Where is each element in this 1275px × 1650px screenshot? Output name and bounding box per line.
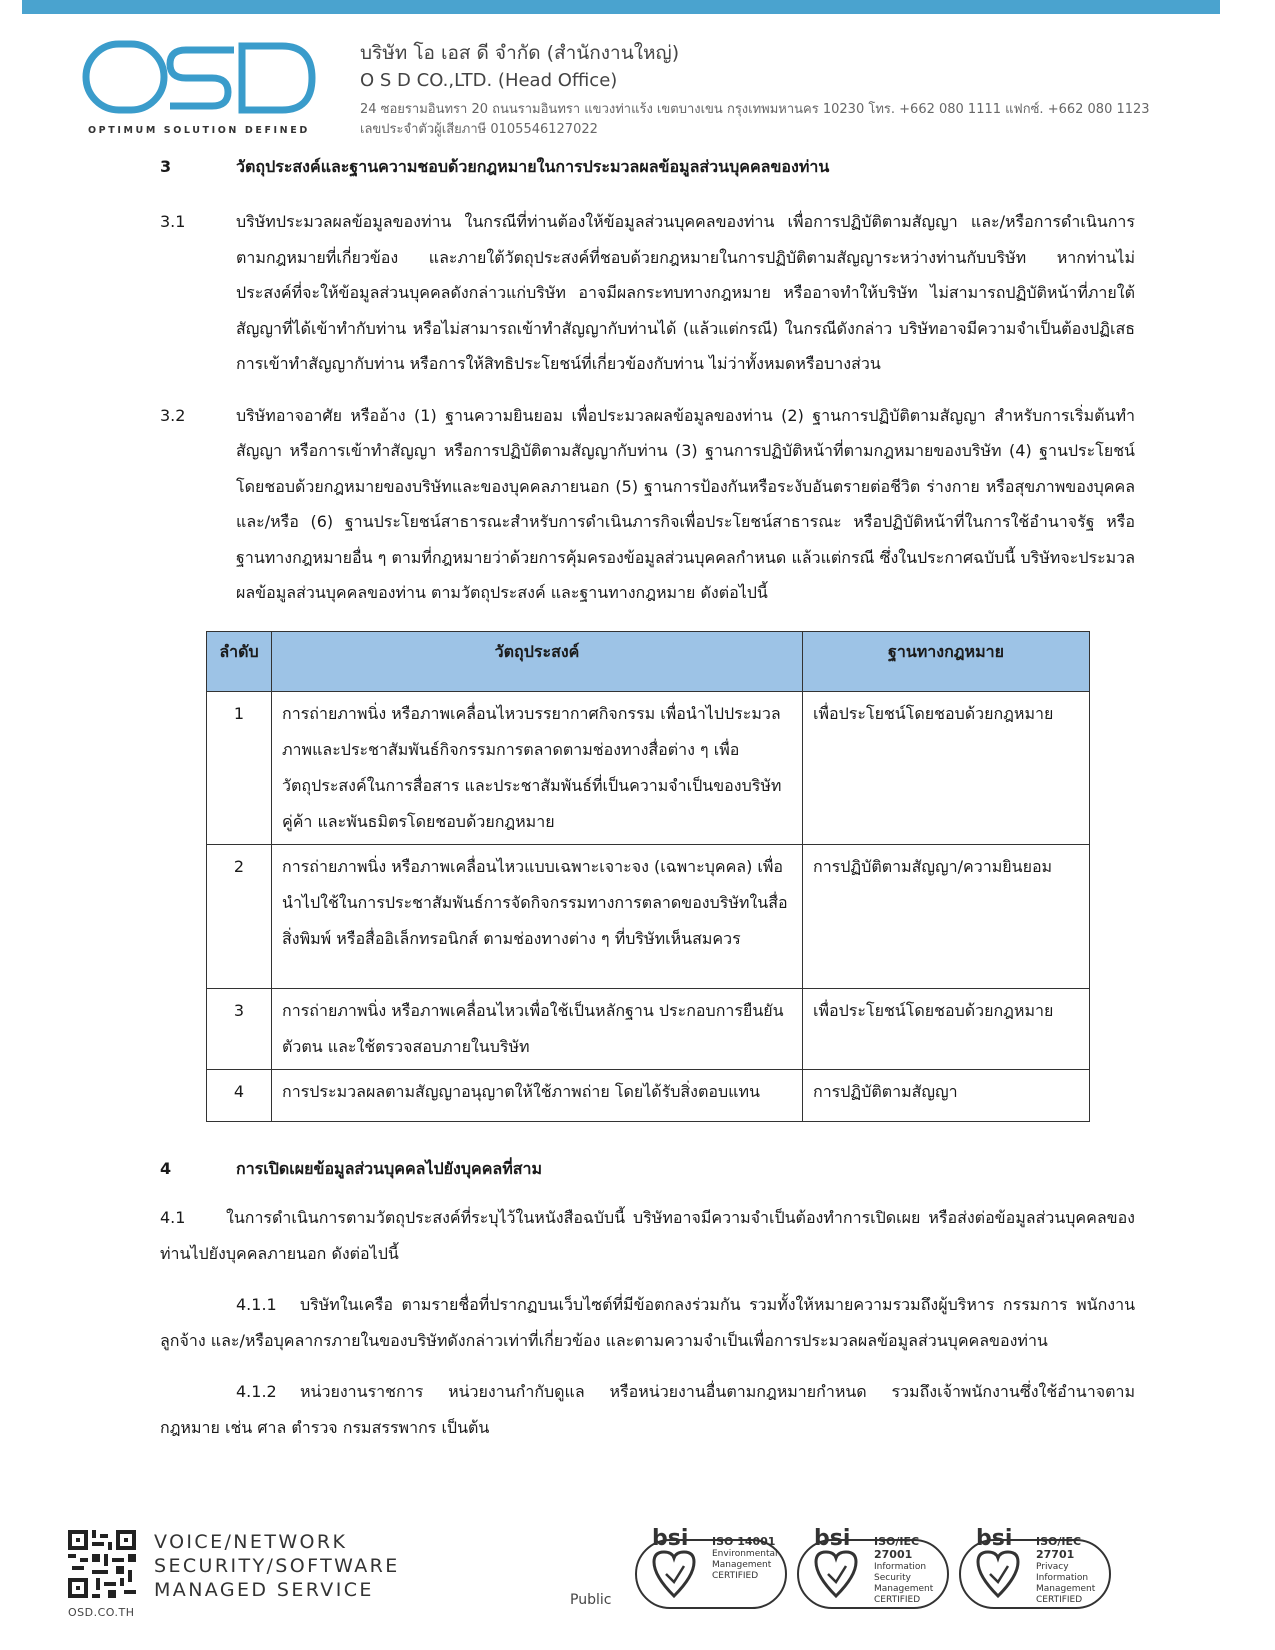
column-header: วัตถุประสงค์	[272, 632, 803, 692]
section-title: การเปิดเผยข้อมูลส่วนบุคคลไปยังบุคคลที่สาม	[236, 1159, 543, 1178]
paragraph-4-1-2	[160, 1374, 1135, 1445]
company-name-en: O S D CO.,LTD. (Head Office)	[360, 70, 618, 91]
row-number: 2	[207, 845, 272, 989]
section-3-heading	[160, 150, 1135, 184]
iso-14001-badge	[634, 1526, 794, 1610]
cert-brand: bsi	[976, 1526, 1013, 1551]
footer-website: OSD.CO.TH	[68, 1606, 135, 1619]
osd-logo	[82, 38, 318, 134]
row-legal-basis: การปฏิบัติตามสัญญา/ความยินยอม	[803, 845, 1090, 989]
paragraph-number: 4.1.2	[236, 1382, 277, 1401]
cert-brand: bsi	[814, 1526, 851, 1551]
cert-description: Privacy Information Management	[1036, 1562, 1096, 1594]
row-purpose: การประมวลผลตามสัญญาอนุญาตให้ใช้ภาพถ่าย โดยได้รับสิ่งตอบแทน	[272, 1070, 803, 1122]
row-legal-basis: เพื่อประโยชน์โดยชอบด้วยกฎหมาย	[803, 989, 1090, 1070]
cert-standard	[874, 1536, 950, 1606]
column-header: ลำดับ	[207, 632, 272, 692]
service-line: MANAGED SERVICE	[154, 1579, 374, 1601]
row-number: 1	[207, 692, 272, 845]
table-row	[207, 692, 1090, 845]
cert-description: Environmental Management	[712, 1549, 778, 1570]
section-number: 4	[160, 1159, 172, 1178]
paragraph-3-2	[160, 398, 1135, 611]
paragraph-text: บริษัทอาจอาศัย หรืออ้าง (1) ฐานความยินยอม เพื่อประมวลผลข้อมูลของท่าน (2) ฐานการปฏิบัติตามสัญญา สำหรับการเริ่มต้นทำสัญญา หรือการเข้าทำสัญญา หรือการปฏิบัติตามสัญญากับท่าน (3) ฐานการปฏิบัติหน้าที่ตามกฎหมายของบริษัท (4) ฐานประโยชน์โดยชอบด้วยกฎหมายของบริษัทและของบุคคลภายนอก (5) ฐานการป้องกันหรือระงับอันตรายต่อชีวิต ร่างกาย หรือสุขภาพของบุคคล และ/หรือ (6) ฐานประโยชน์สาธารณะสำหรับการดำเนินภารกิจเพื่อประโยชน์สาธารณะ หรือปฏิบัติหน้าที่ในการใช้อำนาจรัฐ หรือฐานทางกฎหมายอื่น ๆ ตามที่กฎหมายว่าด้วยการคุ้มครองข้อมูลส่วนบุคคลกำหนด แล้วแต่กรณี ซึ่งในประกาศฉบับนี้ บริษัทจะประมวลผลข้อมูลส่วนบุคคลของท่าน ตามวัตถุประสงค์ และฐานทางกฎหมาย ดังต่อไปนี้	[236, 405, 1135, 602]
cert-standard	[1036, 1536, 1112, 1606]
paragraph-number: 3.1	[160, 212, 186, 231]
paragraph-number: 3.2	[160, 405, 186, 425]
section-title: วัตถุประสงค์และฐานความชอบด้วยกฎหมายในการประมวลผลข้อมูลส่วนบุคคลของท่าน	[236, 157, 830, 176]
row-number: 3	[207, 989, 272, 1070]
paragraph-3-1	[160, 204, 1135, 382]
company-address: 24 ซอยรามอินทรา 20 ถนนรามอินทรา แขวงท่าแร้ง เขตบางเขน กรุงเทพมหานคร 10230 โทร. +662 080 1111 แฟกซ์. +662 080 1123	[360, 102, 1150, 117]
row-purpose: การถ่ายภาพนิ่ง หรือภาพเคลื่อนไหวเพื่อใช้เป็นหลักฐาน ประกอบการยืนยันตัวตน และใช้ตรวจสอบภายในบริษัท	[272, 989, 803, 1070]
company-tax-id: เลขประจำตัวผู้เสียภาษี 0105546127022	[360, 122, 598, 137]
cert-standard	[712, 1536, 788, 1582]
row-legal-basis: เพื่อประโยชน์โดยชอบด้วยกฎหมาย	[803, 692, 1090, 845]
table-row	[207, 1070, 1090, 1122]
paragraph-number: 4.1	[160, 1208, 186, 1227]
table-header-row	[207, 632, 1090, 692]
table-row	[207, 989, 1090, 1070]
paragraph-number: 4.1.1	[236, 1295, 277, 1314]
row-purpose: การถ่ายภาพนิ่ง หรือภาพเคลื่อนไหวบรรยากาศกิจกรรม เพื่อนำไปประมวลภาพและประชาสัมพันธ์กิจกรรมการตลาดตามช่องทางสื่อต่าง ๆ เพื่อวัตถุประสงค์ในการสื่อสาร และประชาสัมพันธ์ที่เป็นความจำเป็นของบริษัท คู่ค้า และพันธมิตรโดยชอบด้วยกฎหมาย	[272, 692, 803, 845]
row-number: 4	[207, 1070, 272, 1122]
paragraph-text: ในการดำเนินการตามวัตถุประสงค์ที่ระบุไว้ในหนังสือฉบับนี้ บริษัทอาจมีความจำเป็นต้องทำการเปิดเผย หรือส่งต่อข้อมูลส่วนบุคคลของท่านไปยังบุคคลภายนอก ดังต่อไปนี้	[160, 1208, 1135, 1263]
row-legal-basis: การปฏิบัติตามสัญญา	[803, 1070, 1090, 1122]
paragraph-text: บริษัทประมวลผลข้อมูลของท่าน ในกรณีที่ท่านต้องให้ข้อมูลส่วนบุคคลของท่าน เพื่อการปฏิบัติตามสัญญา และ/หรือการดำเนินการตามกฎหมายที่เกี่ยวข้อง และภายใต้วัตถุประสงค์ที่ชอบด้วยกฎหมายในการปฏิบัติตามสัญญาระหว่างท่านกับบริษัท หากท่านไม่ประสงค์ที่จะให้ข้อมูลส่วนบุคคลดังกล่าวแก่บริษัท อาจมีผลกระทบทางกฎหมาย หรืออาจทำให้บริษัท ไม่สามารถปฏิบัติหน้าที่ภายใต้สัญญาที่ได้เข้าทำกับท่าน หรือไม่สามารถเข้าทำสัญญากับท่านได้ (แล้วแต่กรณี) ในกรณีดังกล่าว บริษัทอาจมีความจำเป็นต้องปฏิเสธการเข้าทำสัญญากับท่าน หรือการให้สิทธิประโยชน์ที่เกี่ยวข้องกับท่าน ไม่ว่าทั้งหมดหรือบางส่วน	[236, 212, 1135, 373]
paragraph-4-1-1	[160, 1287, 1135, 1358]
section-number: 3	[160, 157, 172, 176]
purpose-table	[206, 631, 1090, 1122]
table-row	[207, 845, 1090, 989]
cert-brand: bsi	[652, 1526, 689, 1551]
qr-code	[68, 1530, 136, 1602]
cert-status: CERTIFIED	[712, 1571, 759, 1581]
cert-status: CERTIFIED	[874, 1595, 921, 1605]
cert-standard-number: ISO/IEC 27001	[874, 1535, 920, 1561]
osd-logo-mark	[82, 38, 318, 118]
service-line: VOICE/NETWORK	[154, 1531, 348, 1553]
section-4	[160, 1152, 1135, 1445]
company-header	[360, 40, 1150, 140]
company-name-th: บริษัท โอ เอส ดี จำกัด (สำนักงานใหญ่)	[360, 42, 680, 64]
column-header: ฐานทางกฎหมาย	[803, 632, 1090, 692]
row-purpose: การถ่ายภาพนิ่ง หรือภาพเคลื่อนไหวแบบเฉพาะเจาะจง (เฉพาะบุคคล) เพื่อนำไปใช้ในการประชาสัมพันธ์การจัดกิจกรรมทางการตลาดของบริษัทในสื่อสิ่งพิมพ์ หรือสื่ออิเล็กทรอนิกส์ ตามช่องทางต่าง ๆ ที่บริษัทเห็นสมควร	[272, 845, 803, 989]
cert-standard-number: ISO/IEC 27701	[1036, 1535, 1082, 1561]
top-accent-bar	[22, 0, 1220, 14]
paragraph-text: บริษัทในเครือ ตามรายชื่อที่ปรากฏบนเว็บไซต์ที่มีข้อตกลงร่วมกัน รวมทั้งให้หมายความรวมถึงผู้บริหาร กรรมการ พนักงานลูกจ้าง และ/หรือบุคลากรภายในของบริษัทดังกล่าวเท่าที่เกี่ยวข้อง และตามความจำเป็นเพื่อการประมวลผลข้อมูลส่วนบุคคลของท่าน	[160, 1295, 1135, 1350]
section-4-heading	[160, 1152, 1135, 1186]
document-classification: Public	[570, 1592, 612, 1608]
iso-27001-badge	[796, 1526, 956, 1610]
section-3	[160, 150, 1135, 611]
service-line: SECURITY/SOFTWARE	[154, 1555, 400, 1577]
cert-standard-number: ISO 14001	[712, 1535, 776, 1548]
cert-status: CERTIFIED	[1036, 1595, 1083, 1605]
cert-description: Information Security Management	[874, 1562, 934, 1594]
footer-services	[154, 1530, 400, 1602]
paragraph-4-1	[160, 1200, 1135, 1271]
iso-27701-badge	[958, 1526, 1118, 1610]
paragraph-text: หน่วยงานราชการ หน่วยงานกำกับดูแล หรือหน่วยงานอื่นตามกฎหมายกำหนด รวมถึงเจ้าพนักงานซึ่งใช้อำนาจตามกฎหมาย เช่น ศาล ตำรวจ กรมสรรพากร เป็นต้น	[160, 1382, 1135, 1437]
logo-tagline: OPTIMUM SOLUTION DEFINED	[88, 125, 310, 136]
